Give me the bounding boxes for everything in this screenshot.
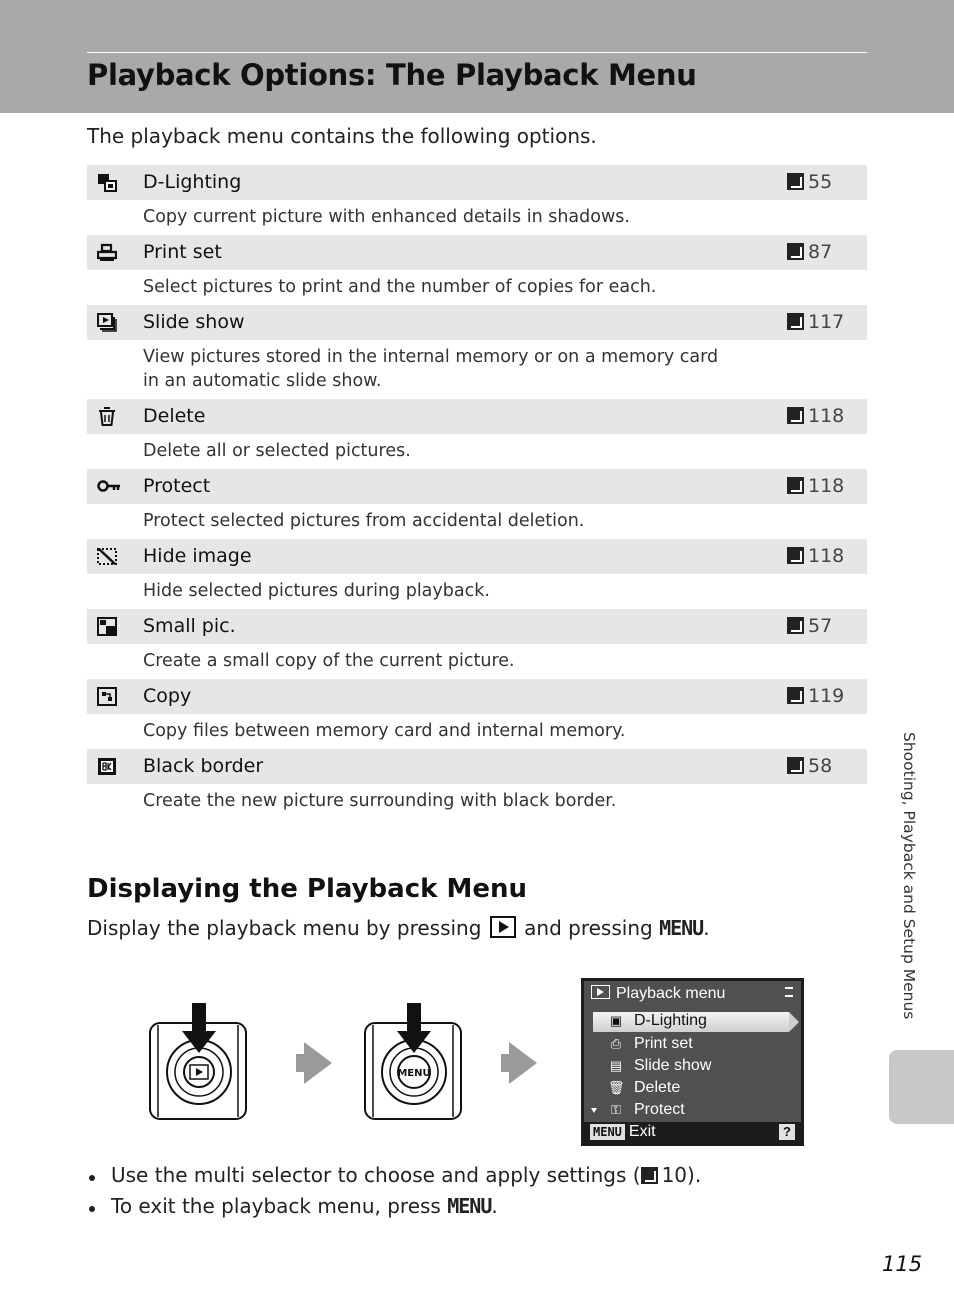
menu-key-icon: MENU: [590, 1124, 625, 1140]
small-pic-icon: [97, 617, 117, 636]
option-description: Create the new picture surrounding with black border.: [143, 791, 617, 811]
protect-key-icon: ⚿: [611, 1102, 621, 1117]
option-label: Hide image: [143, 545, 252, 567]
menu-button-text: MENU: [659, 916, 704, 940]
scroll-down-icon: [591, 1108, 597, 1113]
print-set-icon: ⎙: [610, 1036, 622, 1051]
side-chapter-label: Shooting, Playback and Setup Menus: [900, 732, 918, 1020]
chapter-tab: [889, 1050, 954, 1124]
list-item: Use the multi selector to choose and apply settings ( 10).: [87, 1163, 701, 1194]
step-arrow-2: [509, 1042, 537, 1084]
page-reference: 118: [787, 545, 844, 567]
page-reference: 118: [787, 475, 844, 497]
option-description: Copy files between memory card and internal memory.: [143, 721, 626, 741]
delete-icon: 🗑: [608, 1080, 625, 1095]
black-border-icon: [97, 757, 117, 776]
d-lighting-icon: [97, 173, 117, 192]
page-reference: 118: [787, 405, 844, 427]
page-ref-icon: [787, 313, 804, 330]
option-label: Slide show: [143, 311, 245, 333]
option-row-copy: [87, 679, 867, 714]
intro-text: The playback menu contains the following options.: [87, 124, 597, 148]
option-row-hide-image: [87, 539, 867, 574]
list-item: To exit the playback menu, press MENU.: [87, 1194, 701, 1225]
option-label: Delete: [143, 405, 206, 427]
lcd-title: Playback menu: [591, 985, 725, 1003]
slide-show-icon: ▤: [609, 1058, 623, 1073]
page-ref-icon: [787, 173, 804, 190]
page-ref-icon: [787, 477, 804, 494]
menu-indicator-icon: [785, 987, 793, 997]
page-reference: 57: [787, 615, 832, 637]
help-icon: ?: [779, 1124, 795, 1140]
option-row-d-lighting: [87, 165, 867, 200]
option-label: D-Lighting: [143, 171, 242, 193]
copy-icon: [97, 687, 117, 706]
option-label: Black border: [143, 755, 264, 777]
page-reference: 55: [787, 171, 832, 193]
print-set-icon: [97, 243, 117, 262]
lcd-menu-panel: [584, 981, 801, 1122]
lcd-playback-menu-screen: [581, 978, 804, 1146]
slide-show-icon: [97, 313, 117, 332]
page-ref-icon: [787, 687, 804, 704]
lcd-item-print-set[interactable]: ⎙ Print set: [608, 1035, 693, 1053]
option-description: Create a small copy of the current picture.: [143, 651, 515, 671]
option-description: Protect selected pictures from accidental deletion.: [143, 511, 585, 531]
option-label: Print set: [143, 241, 222, 263]
page-ref-icon: [641, 1167, 658, 1184]
section-body: Display the playback menu by pressing and pressing MENU.: [87, 916, 710, 940]
lcd-footer: MENU Exit ?: [584, 1122, 801, 1143]
protect-key-icon: [97, 477, 121, 496]
options-table: [87, 165, 867, 819]
camera-playback-button-illustration: [148, 1003, 248, 1121]
hide-image-icon: [97, 547, 117, 566]
page-ref-icon: [787, 407, 804, 424]
page-number: 115: [882, 1252, 923, 1276]
option-label: Copy: [143, 685, 192, 707]
menu-button-text: MENU: [447, 1194, 492, 1218]
lcd-item-delete[interactable]: 🗑 Delete: [608, 1079, 681, 1096]
svg-text:MENU: MENU: [397, 1068, 431, 1079]
section-title: Displaying the Playback Menu: [87, 874, 527, 904]
page-ref-icon: [787, 243, 804, 260]
option-row-black-border: [87, 749, 867, 784]
instruction-list: [87, 1163, 701, 1225]
header-band: [0, 0, 954, 113]
page-reference: 117: [787, 311, 844, 333]
option-description: View pictures stored in the internal memory or on a memory card in an automatic slide show.: [143, 347, 719, 391]
option-description: Hide selected pictures during playback.: [143, 581, 490, 601]
page-title: Playback Options: The Playback Menu: [87, 58, 697, 92]
playback-icon: [591, 985, 610, 999]
option-description: Copy current picture with enhanced details in shadows.: [143, 207, 630, 227]
step-arrow-1: [304, 1042, 332, 1084]
lcd-item-d-lighting[interactable]: ▣ D-Lighting: [609, 1012, 707, 1029]
header-rule: [87, 52, 867, 53]
camera-menu-button-illustration: [363, 1003, 463, 1121]
option-description: Select pictures to print and the number of copies for each.: [143, 277, 657, 297]
option-row-print-set: [87, 235, 867, 270]
option-description: Delete all or selected pictures.: [143, 441, 411, 461]
option-label: Protect: [143, 475, 211, 497]
page-reference: 58: [787, 755, 832, 777]
option-row-delete: [87, 399, 867, 434]
lcd-item-protect[interactable]: ⚿ Protect: [608, 1101, 685, 1119]
page-ref-icon: [787, 547, 804, 564]
option-label: Small pic.: [143, 615, 236, 637]
option-row-slide-show: [87, 305, 867, 340]
playback-button-icon: [490, 916, 516, 938]
page-reference: 87: [787, 241, 832, 263]
d-lighting-icon: ▣: [609, 1013, 623, 1028]
option-row-protect: [87, 469, 867, 504]
option-row-small-pic: [87, 609, 867, 644]
lcd-item-slide-show[interactable]: ▤ Slide show: [609, 1057, 712, 1074]
page-ref-icon: [787, 757, 804, 774]
page-reference: 119: [787, 685, 844, 707]
page-ref-icon: [787, 617, 804, 634]
delete-icon: [97, 407, 117, 426]
